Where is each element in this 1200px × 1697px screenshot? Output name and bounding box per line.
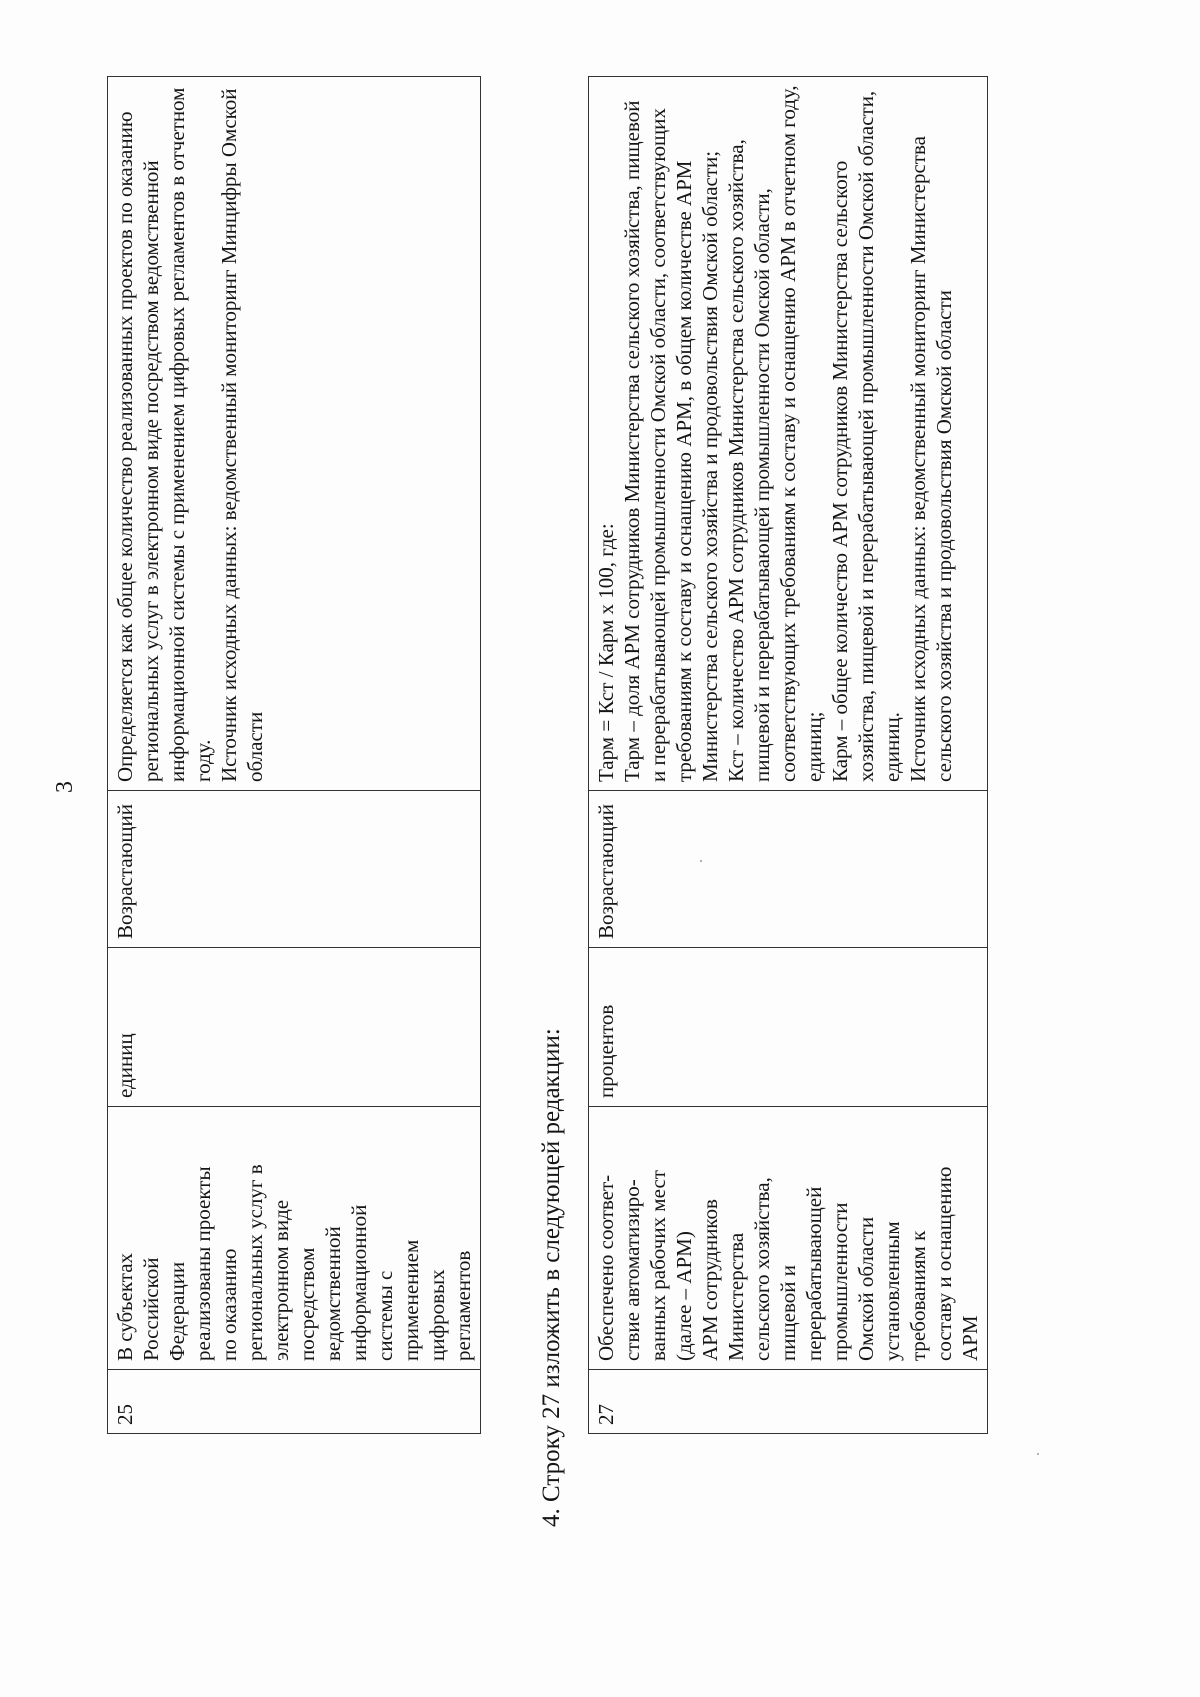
text-line: региональных услуг в электронном виде посредством ведомственной: [139, 160, 163, 782]
text-line: Министерства: [724, 1232, 748, 1361]
text-line: применением: [399, 1239, 423, 1361]
table-row: [589, 77, 988, 1434]
indicator-name: [589, 1107, 988, 1370]
text-line: В субъектах: [113, 1252, 137, 1361]
unit-of-measure: процентов: [589, 948, 988, 1107]
text-line: информационной системы с применением цифровых регламентов в отчетном: [165, 87, 189, 782]
text-line: электронном виде: [269, 1199, 293, 1361]
text-line: регламентов: [451, 1250, 475, 1361]
indicator-table-row-27: [588, 76, 988, 1434]
text-line: ванных рабочих мест: [646, 1170, 670, 1361]
indicator-table-row-25: [107, 76, 481, 1434]
text-line: установленным: [880, 1221, 904, 1361]
page-number: 3: [52, 781, 78, 793]
text-line: реализованы проекты: [191, 1166, 215, 1361]
text-line: пищевой и: [776, 1265, 800, 1361]
text-line: Тарм – доля АРМ сотрудников Министерства сельского хозяйства, пищевой: [620, 100, 644, 782]
text-line: единиц.: [880, 712, 904, 782]
amendment-heading: 4. Строку 27 изложить в следующей редакции:: [538, 1028, 565, 1527]
text-line: (далее – АРМ): [672, 1231, 696, 1361]
text-line: АРМ: [958, 1315, 982, 1361]
text-line: соответствующих требованиям к составу и оснащению АРМ в отчетном году,: [776, 85, 800, 782]
unit-of-measure: единиц: [108, 948, 481, 1107]
text-line: Министерства сельского хозяйства и продовольствия Омской области;: [698, 150, 722, 782]
text-line: системы с: [373, 1270, 397, 1361]
text-line: Источник исходных данных: ведомственный мониторинг Минцифры Омской: [217, 88, 241, 782]
text-line: Карм – общее количество АРМ сотрудников Министерства сельского: [828, 160, 852, 782]
calculation-description: [589, 77, 988, 791]
text-line: Определяется как общее количество реализованных проектов по оказанию: [113, 111, 137, 782]
trend-direction: Возрастающий: [108, 791, 481, 948]
text-line: посредством: [295, 1247, 319, 1361]
text-line: региональных услуг в: [243, 1164, 267, 1361]
text-line: ведомственной: [321, 1226, 345, 1361]
text-line: хозяйства, пищевой и перерабатывающей промышленности Омской области,: [854, 90, 878, 782]
text-line: промышленности: [828, 1202, 852, 1361]
text-line: требованиям к составу и оснащению АРМ, в общем количестве АРМ: [672, 160, 696, 782]
text-line: пищевой и перерабатывающей промышленности Омской области,: [750, 188, 774, 782]
text-line: сельского хозяйства,: [750, 1177, 774, 1361]
text-line: единиц;: [802, 711, 826, 782]
text-line: информационной: [347, 1204, 371, 1361]
text-line: сельского хозяйства и продовольствия Омской области: [932, 290, 956, 782]
text-line: требованиям к: [906, 1230, 930, 1361]
text-line: Источник исходных данных: ведомственный мониторинг Министерства: [906, 136, 930, 782]
text-line: области: [243, 711, 267, 782]
text-line: составу и оснащению: [932, 1166, 956, 1361]
row-number: 25: [108, 1370, 481, 1434]
text-line: году.: [191, 739, 215, 782]
text-line: цифровых: [425, 1269, 449, 1361]
calculation-description: [108, 77, 481, 791]
text-line: перерабатывающей: [802, 1186, 826, 1361]
text-line: по оказанию: [217, 1248, 241, 1361]
text-line: ствие автоматизиро-: [620, 1179, 644, 1361]
text-line: Тарм = Кст / Карм х 100, где:: [594, 523, 618, 782]
text-line: Омской области: [854, 1216, 878, 1361]
table-row: [108, 77, 481, 1434]
text-line: АРМ сотрудников: [698, 1199, 722, 1361]
row-number: 27: [589, 1370, 988, 1434]
text-line: Кст – количество АРМ сотрудников Министерства сельского хозяйства,: [724, 139, 748, 782]
indicator-name: [108, 1107, 481, 1370]
text-line: Обеспечено соответ-: [594, 1174, 618, 1361]
text-line: Федерации: [165, 1261, 189, 1361]
text-line: и перерабатывающей промышленности Омской области, соответствующих: [646, 108, 670, 782]
trend-direction: Возрастающий: [589, 791, 988, 948]
text-line: Российской: [139, 1257, 163, 1361]
